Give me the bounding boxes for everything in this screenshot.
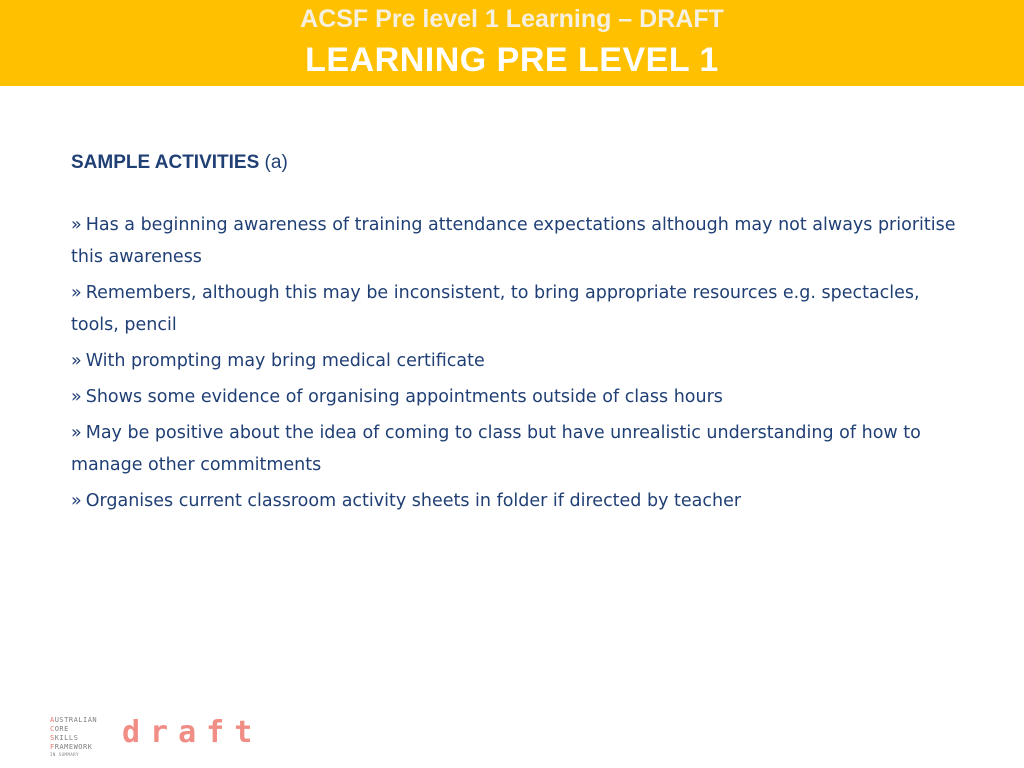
- list-item: [71, 417, 971, 481]
- page-title: LEARNING PRE LEVEL 1: [305, 41, 719, 79]
- header-subtitle: ACSF Pre level 1 Learning – DRAFT: [300, 5, 724, 33]
- list-item-text: Remembers, although this may be inconsistent, to bring appropriate resources e.g. spectacles, tools, pencil: [71, 283, 920, 335]
- list-item: [71, 381, 971, 413]
- list-item: [71, 345, 971, 377]
- bullet-glyph: »: [71, 283, 82, 303]
- list-item: [71, 209, 971, 273]
- list-item-text: With prompting may bring medical certificate: [85, 351, 485, 371]
- logo-line: SKILLS: [50, 734, 79, 742]
- section-heading-text: SAMPLE ACTIVITIES: [71, 152, 260, 173]
- bullet-glyph: »: [71, 387, 82, 407]
- activity-list: [71, 209, 971, 521]
- list-item-text: May be positive about the idea of coming to class but have unrealistic understanding of how to manage other commitments: [71, 423, 921, 475]
- logo-line: AUSTRALIAN: [50, 716, 98, 724]
- section-heading: [71, 150, 288, 176]
- draft-watermark: draft: [122, 715, 263, 750]
- bullet-glyph: »: [71, 215, 82, 235]
- list-item-text: Has a beginning awareness of training attendance expectations although may not always prioritise this awareness: [71, 215, 956, 267]
- logo-tagline: IN SUMMARY: [50, 752, 80, 757]
- bullet-glyph: »: [71, 491, 82, 511]
- section-heading-suffix: (a): [264, 152, 288, 173]
- list-item-text: Shows some evidence of organising appointments outside of class hours: [85, 387, 723, 407]
- acsf-logo: [50, 716, 120, 757]
- header-banner: [0, 0, 1024, 86]
- bullet-glyph: »: [71, 351, 82, 371]
- list-item: [71, 485, 971, 517]
- bullet-glyph: »: [71, 423, 82, 443]
- logo-line: CORE: [50, 725, 69, 733]
- logo-line: FRAMEWORK: [50, 743, 93, 751]
- list-item-text: Organises current classroom activity sheets in folder if directed by teacher: [85, 491, 742, 511]
- list-item: [71, 277, 971, 341]
